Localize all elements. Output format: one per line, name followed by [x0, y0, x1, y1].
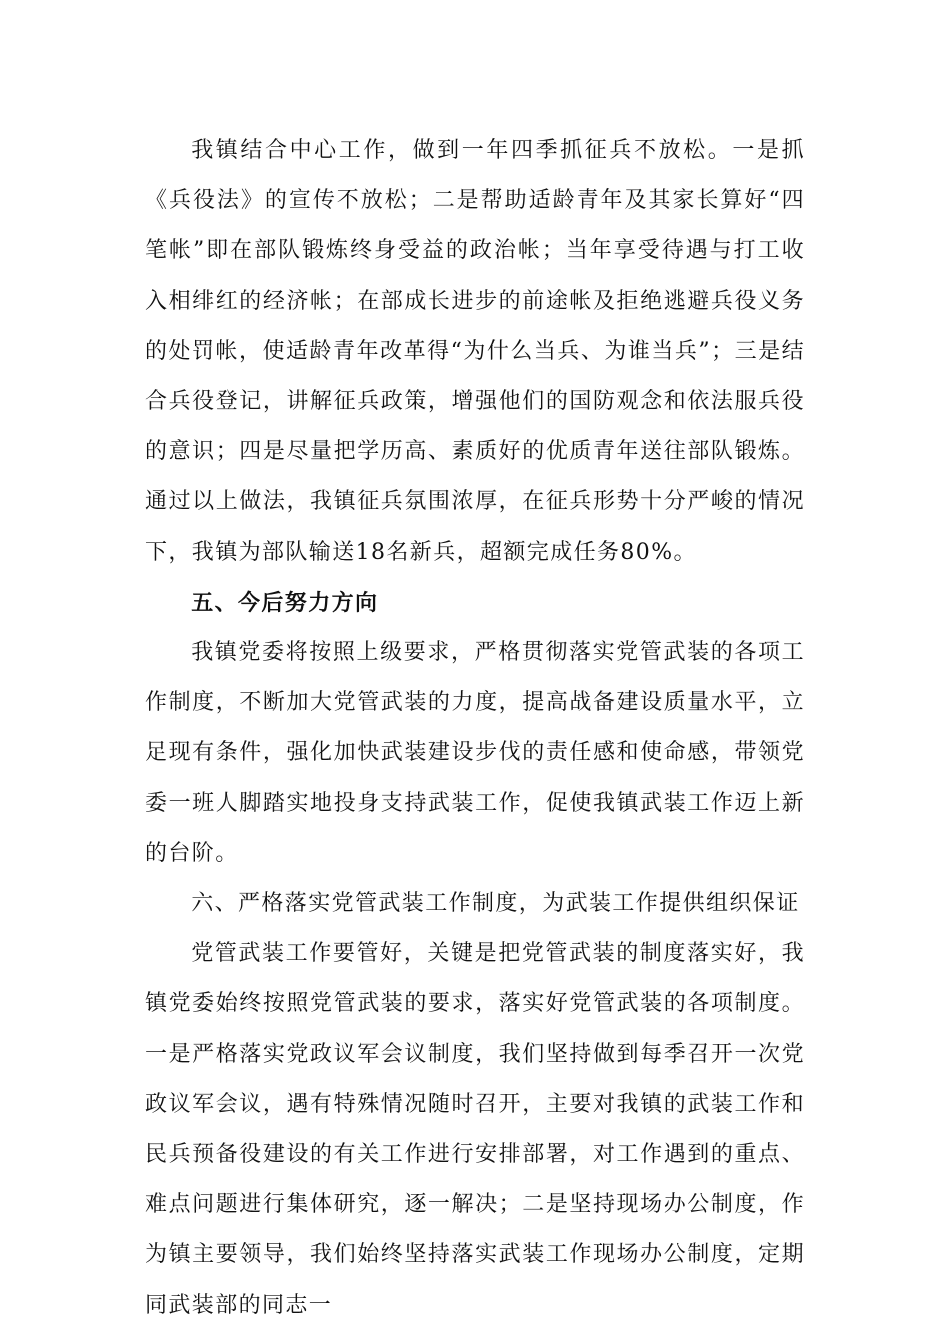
- document-body: [145, 126, 805, 1331]
- paragraph-implement-system: 党管武装工作要管好，关键是把党管武装的制度落实好，我镇党委始终按照党管武装的要求，落实好党管武装的各项制度。一是严格落实党政议军会议制度，我们坚持做到每季召开一次党政议军会议，遇有特殊情况随时召开，主要对我镇的武装工作和民兵预备役建设的有关工作进行安排部署，对工作遇到的重点、难点问题进行集体研究，逐一解决；二是坚持现场办公制度，作为镇主要领导，我们始终坚持落实武装工作现场办公制度，定期同武装部的同志一: [145, 941, 805, 1318]
- section-heading-future-direction: 五、今后努力方向: [191, 589, 379, 616]
- section-heading-implement-system: 六、严格落实党管武装工作制度，为武装工作提供组织保证: [191, 891, 800, 917]
- paragraph-future-direction: 我镇党委将按照上级要求，严格贯彻落实党管武装的各项工作制度，不断加大党管武装的力度，提高战备建设质量水平，立足现有条件，强化加快武装建设步伐的责任感和使命感，带领党委一班人脚踏实地投身支持武装工作，促使我镇武装工作迈上新的台阶。: [145, 640, 805, 866]
- paragraph-conscription: 我镇结合中心工作，做到一年四季抓征兵不放松。一是抓《兵役法》的宣传不放松；二是帮助适龄青年及其家长算好“四笔帐”即在部队锻炼终身受益的政治帐；当年享受待遇与打工收入相绯红的经济帐；在部成长进步的前途帐及拒绝逃避兵役义务的处罚帐，使适龄青年改革得“为什么当兵、为谁当兵”；三是结合兵役登记，讲解征兵政策，增强他们的国防观念和依法服兵役的意识；四是尽量把学历高、素质好的优质青年送往部队锻炼。通过以上做法，我镇征兵氛围浓厚，在征兵形势十分严峻的情况下，我镇为部队输送18名新兵，超额完成任务80%。: [145, 138, 805, 565]
